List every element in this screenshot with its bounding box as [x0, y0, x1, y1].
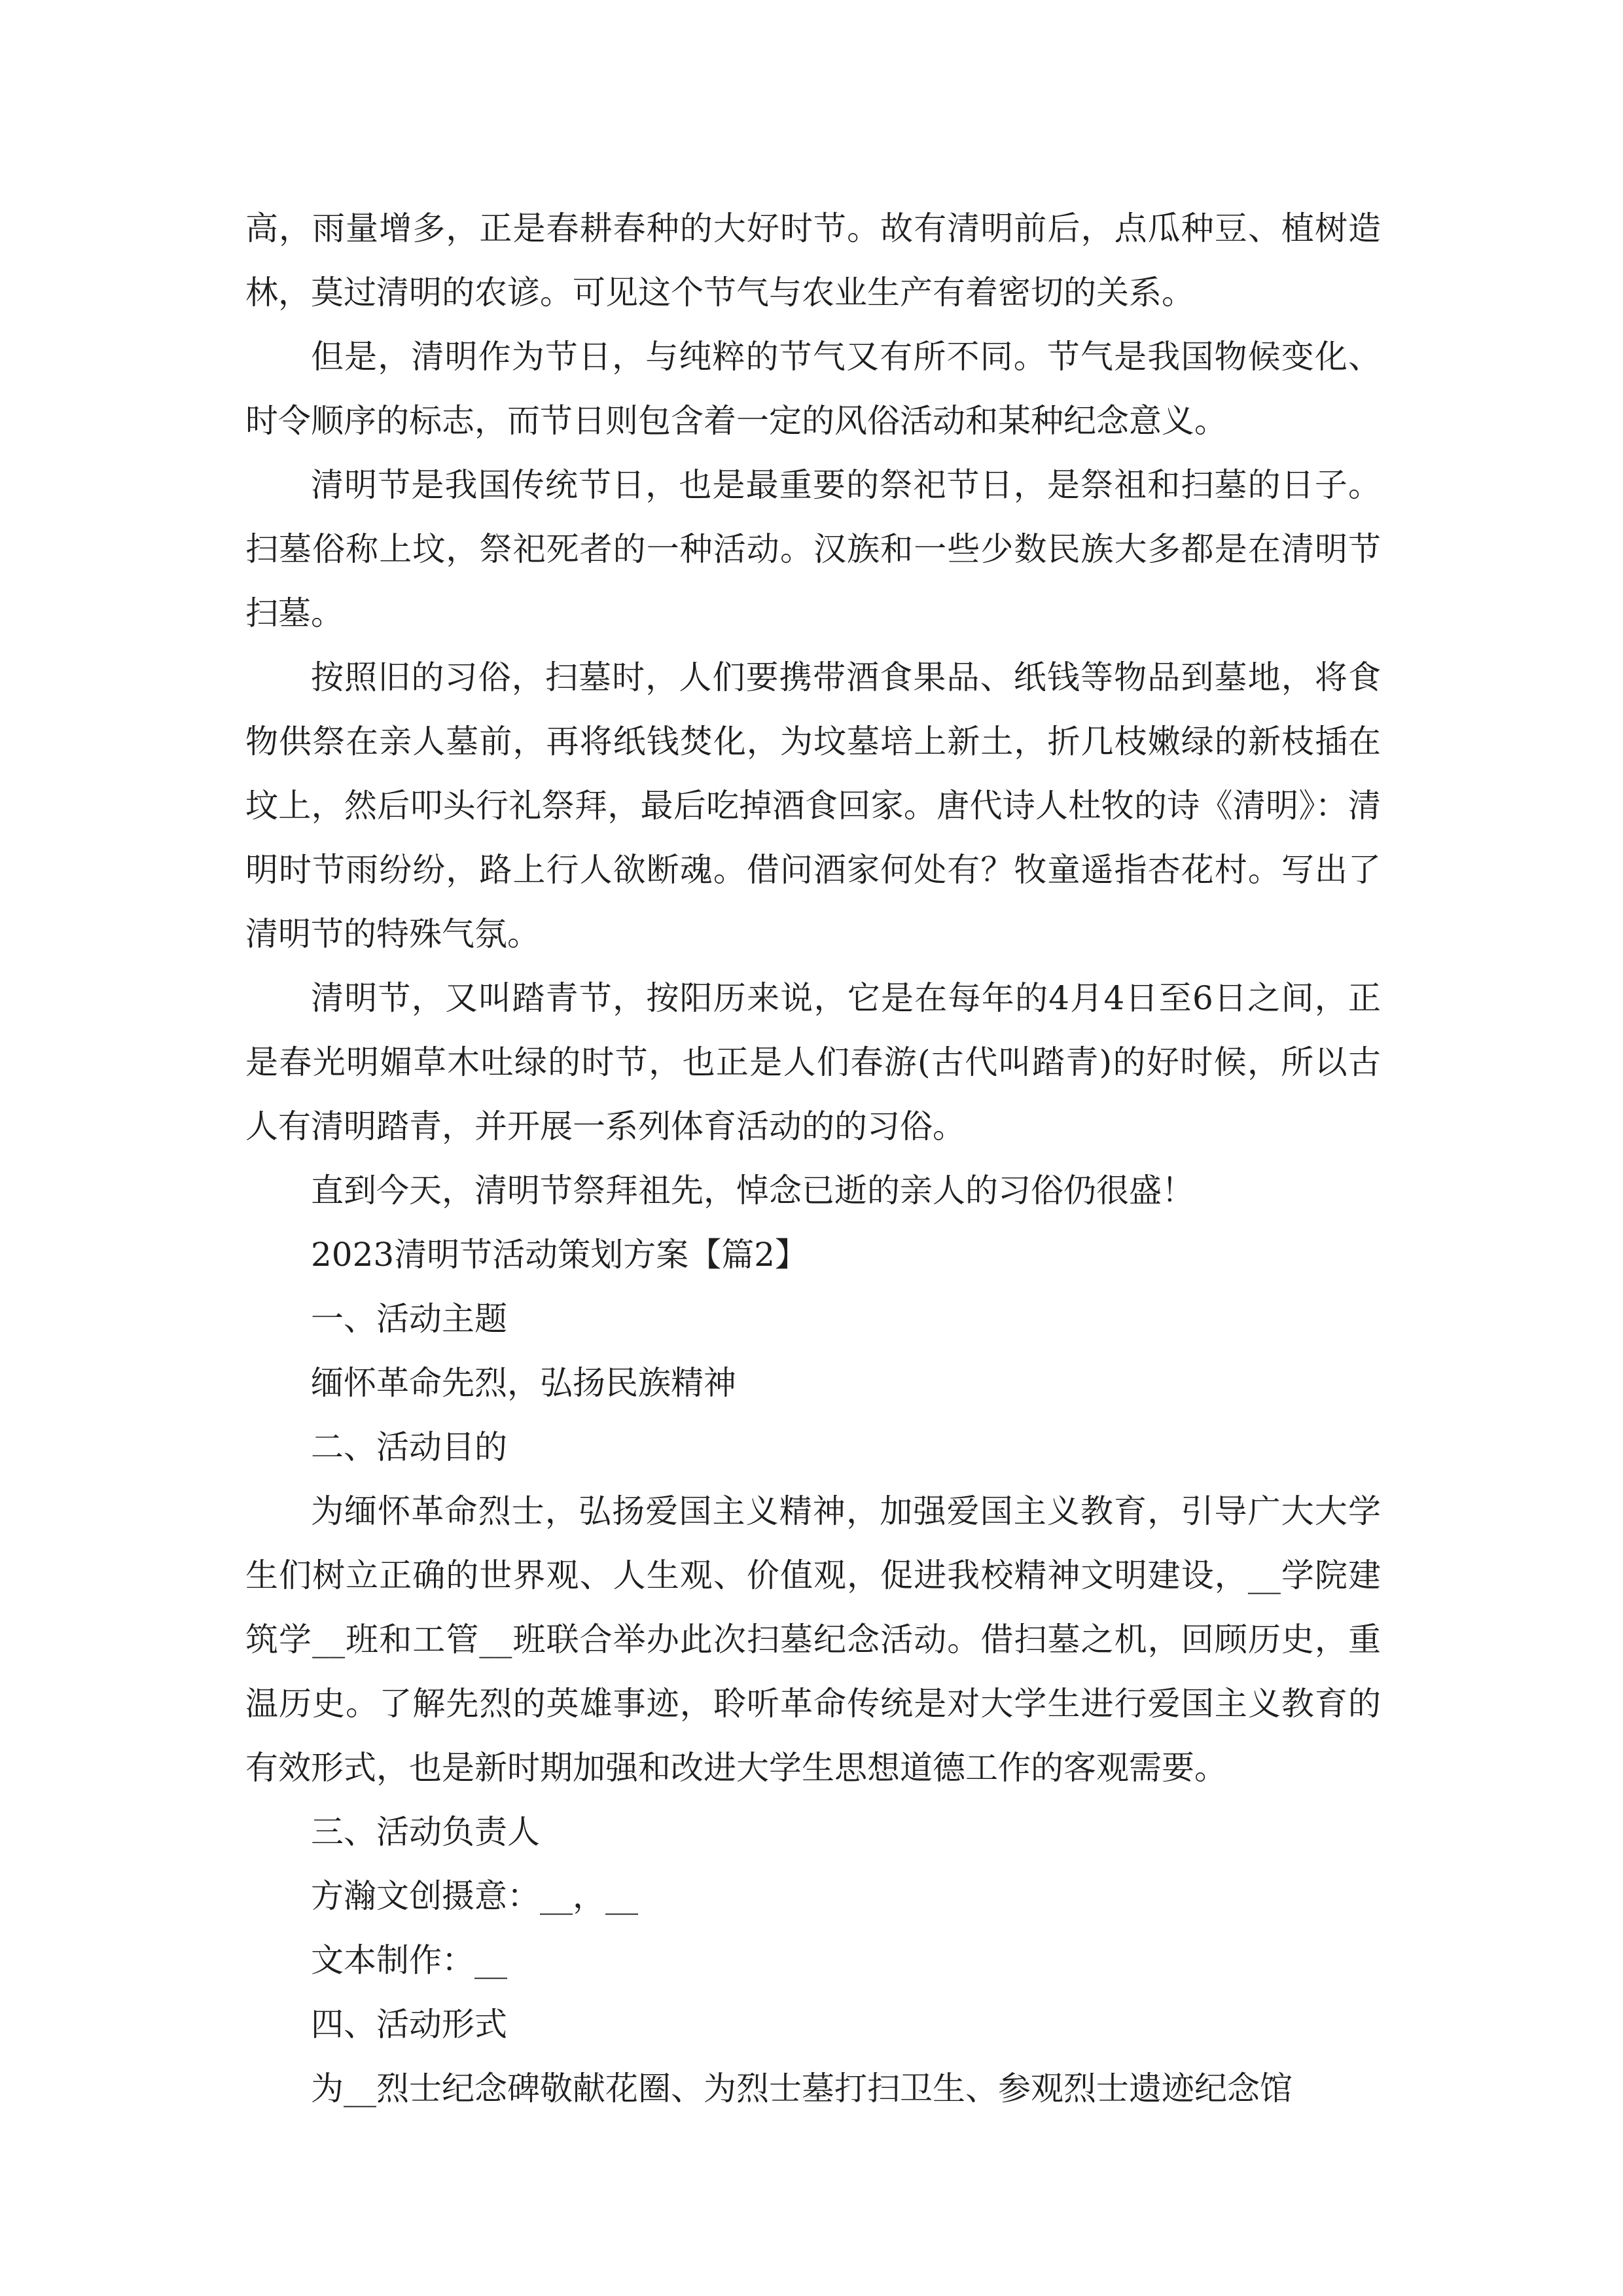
- paragraph-today: 直到今天，清明节祭拜祖先，悼念已逝的亲人的习俗仍很盛！: [311, 1172, 1194, 1210]
- paragraph-old-customs: 按照旧的习俗，扫墓时，人们要携带酒食果品、纸钱等物品到墓地，将食物供祭在亲人墓前，再将纸钱焚化，为坟墓培上新土，折几枝嫩绿的新枝插在坟上，然后叩头行礼祭拜，最后吃掉酒食回家。唐代诗人杜牧的诗《清明》：清明时节雨纷纷，路上行人欲断魂。借问酒家何处有？牧童遥指杏花村。写出了清明节的特殊气氛。: [245, 658, 1381, 953]
- heading-activity-owner: 三、活动负责人: [311, 1813, 540, 1851]
- activity-purpose-text: 为缅怀革命烈士，弘扬爱国主义精神，加强爱国主义教育，引导广大大学生们树立正确的世界观、人生观、价值观，促进我校精神文明建设，__学院建筑学__班和工管__班联合举办此次扫墓纪念活动。借扫墓之机，回顾历史，重温历史。了解先烈的英雄事迹，聆听革命传统是对大学生进行爱国主义教育的有效形式，也是新时期加强和改进大学生思想道德工作的客观需要。: [245, 1492, 1381, 1787]
- section-title-plan-2: 2023清明节活动策划方案【篇2】: [311, 1236, 808, 1274]
- heading-activity-form: 四、活动形式: [311, 2005, 507, 2043]
- paragraph-taqing-festival: 清明节，又叫踏青节，按阳历来说，它是在每年的4月4日至6日之间，正是春光明媚草木吐绿的时节，也正是人们春游(古代叫踏青)的好时候，所以古人有清明踏青，并开展一系列体育活动的的习俗。: [245, 979, 1381, 1145]
- document-body: [245, 196, 1381, 2121]
- activity-form-text: 为__烈士纪念碑敬献花圈、为烈士墓打扫卫生、参观烈士遗迹纪念馆: [311, 2070, 1293, 2108]
- heading-activity-theme: 一、活动主题: [311, 1300, 507, 1338]
- owner-text-production: 文本制作：__: [311, 1941, 507, 1979]
- paragraph-tomb-sweeping: 清明节是我国传统节日，也是最重要的祭祀节日，是祭祖和扫墓的日子。扫墓俗称上坟，祭祀死者的一种活动。汉族和一些少数民族大多都是在清明节扫墓。: [245, 466, 1381, 632]
- heading-activity-purpose: 二、活动目的: [311, 1428, 507, 1466]
- owner-creative: 方瀚文创摄意：__，__: [311, 1877, 638, 1915]
- activity-theme-text: 缅怀革命先烈，弘扬民族精神: [311, 1364, 736, 1402]
- paragraph-festival-vs-solar-term: 但是，清明作为节日，与纯粹的节气又有所不同。节气是我国物候变化、时令顺序的标志，而节日则包含着一定的风俗活动和某种纪念意义。: [245, 338, 1381, 440]
- paragraph-farming-proverb: 高，雨量增多，正是春耕春种的大好时节。故有清明前后，点瓜种豆、植树造林，莫过清明的农谚。可见这个节气与农业生产有着密切的关系。: [245, 209, 1381, 312]
